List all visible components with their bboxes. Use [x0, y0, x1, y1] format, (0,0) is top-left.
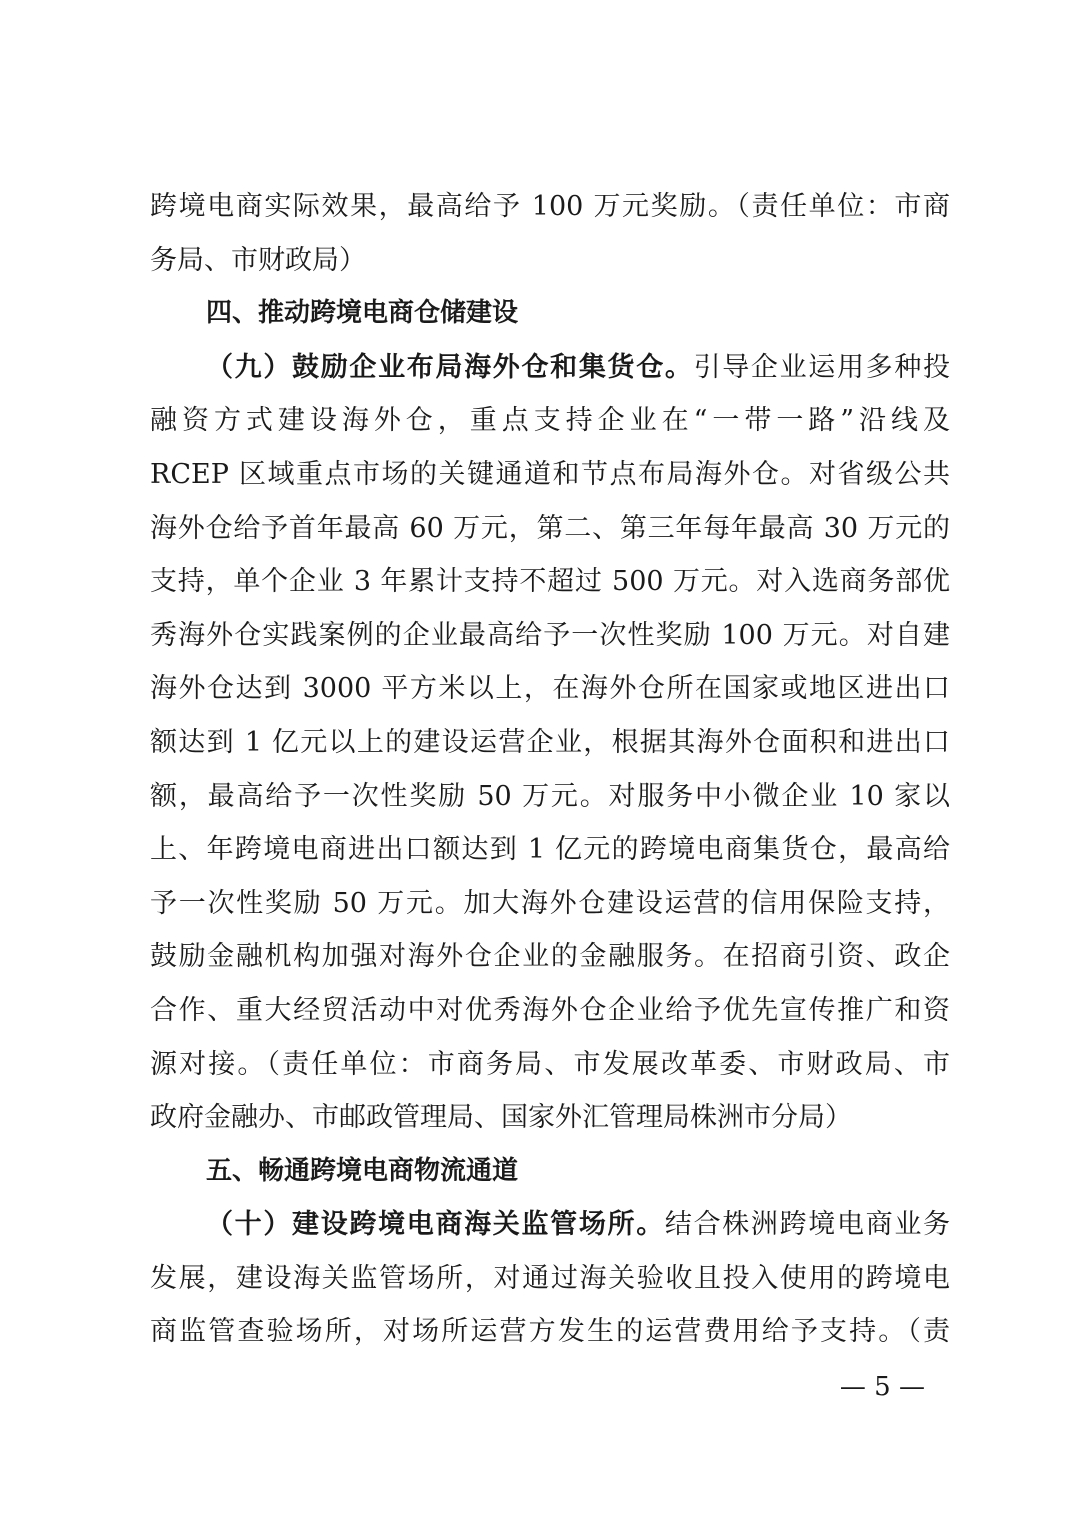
paragraph-10-title: （十）建设跨境电商海关监管场所。 [206, 1209, 665, 1241]
text-line: 秀海外仓实践案例的企业最高给予一次性奖励 100 万元。对自建 [150, 619, 950, 651]
body-text [150, 180, 950, 1359]
text-line: 额，最高给予一次性奖励 50 万元。对服务中小微企业 10 家以 [150, 780, 950, 812]
text-line: 融资方式建设海外仓，重点支持企业在“一带一路”沿线及 [150, 405, 950, 437]
text-line: 予一次性奖励 50 万元。加大海外仓建设运营的信用保险支持， [150, 887, 950, 919]
text-line: 务局、市财政局） [150, 244, 366, 276]
text-line: 上、年跨境电商进出口额达到 1 亿元的跨境电商集货仓，最高给 [150, 834, 950, 866]
text-line: 源对接。（责任单位：市商务局、市发展改革委、市财政局、市 [150, 1048, 950, 1080]
page-number: — 5 — [839, 1372, 925, 1402]
text-line: 发展，建设海关监管场所，对通过海关验收且投入使用的跨境电 [150, 1262, 950, 1294]
paragraph-9-lead-text: 引导企业运用多种投 [693, 351, 951, 383]
text-line: 鼓励金融机构加强对海外仓企业的金融服务。在招商引资、政企 [150, 941, 950, 973]
text-line: 政府金融办、市邮政管理局、国家外汇管理局株洲市分局） [150, 1102, 852, 1134]
text-line: 合作、重大经贸活动中对优秀海外仓企业给予优先宣传推广和资 [150, 994, 950, 1026]
text-line: RCEP 区域重点市场的关键通道和节点布局海外仓。对省级公共 [150, 458, 950, 490]
paragraph-9-first-line [150, 341, 950, 395]
paragraph-10-first-line [150, 1198, 950, 1252]
text-line: 跨境电商实际效果，最高给予 100 万元奖励。（责任单位：市商 [150, 191, 950, 222]
section-heading-4: 四、推动跨境电商仓储建设 [206, 298, 519, 329]
text-line: 支持，单个企业 3 年累计支持不超过 500 万元。对入选商务部优 [150, 566, 950, 598]
text-line: 海外仓给予首年最高 60 万元，第二、第三年每年最高 30 万元的 [150, 512, 950, 544]
section-heading-5: 五、畅通跨境电商物流通道 [206, 1155, 519, 1186]
paragraph-10-lead-text: 结合株洲跨境电商业务 [664, 1209, 951, 1241]
paragraph-9-title: （九）鼓励企业布局海外仓和集货仓。 [206, 351, 694, 383]
text-line: 额达到 1 亿元以上的建设运营企业，根据其海外仓面积和进出口 [150, 726, 950, 758]
text-line: 商监管查验场所，对场所运营方发生的运营费用给予支持。（责 [150, 1316, 950, 1348]
text-line: 海外仓达到 3000 平方米以上，在海外仓所在国家或地区进出口 [150, 673, 950, 705]
